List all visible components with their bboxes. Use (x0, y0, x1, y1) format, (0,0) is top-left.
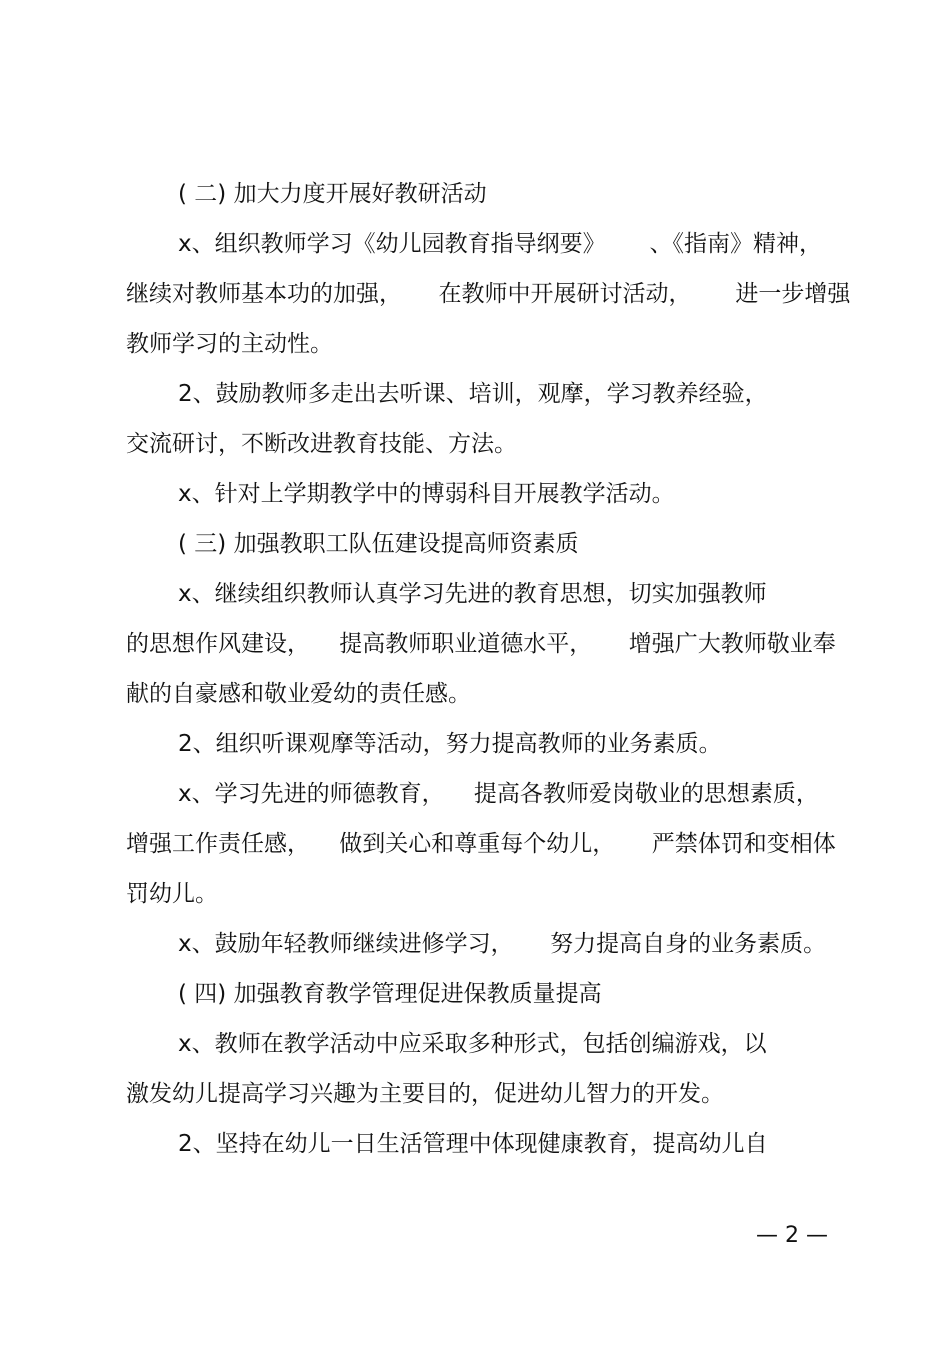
paragraph-line: x、针对上学期教学中的博弱科目开展教学活动。 (178, 481, 675, 507)
paragraph-line: 教师学习的主动性。 (126, 331, 333, 357)
paragraph-line: x、鼓励年轻教师继续进修学习， 努力提高自身的业务素质。 (178, 931, 827, 957)
section-heading-4: ( 四) 加强教育教学管理促进保教质量提高 (178, 981, 602, 1007)
paragraph-line: x、组织教师学习《幼儿园教育指导纲要》 、《指南》精神， (178, 231, 822, 257)
paragraph-line: x、教师在教学活动中应采取多种形式，包括创编游戏，以 (178, 1031, 767, 1057)
paragraph-line: 2、鼓励教师多走出去听课、培训，观摩，学习教养经验， (178, 381, 768, 407)
paragraph-line: 罚幼儿。 (126, 881, 218, 907)
paragraph-line: 献的自豪感和敬业爱幼的责任感。 (126, 681, 471, 707)
paragraph-line: x、学习先进的师德教育， 提高各教师爱岗敬业的思想素质， (178, 781, 819, 807)
section-heading-3: ( 三) 加强教职工队伍建设提高师资素质 (178, 531, 579, 557)
paragraph-line: 激发幼儿提高学习兴趣为主要目的，促进幼儿智力的开发。 (126, 1081, 724, 1107)
page-number: — 2 — (756, 1223, 828, 1248)
section-heading-2: ( 二) 加大力度开展好教研活动 (178, 181, 487, 207)
paragraph-line: 增强工作责任感， 做到关心和尊重每个幼儿， 严禁体罚和变相体 (126, 831, 836, 857)
paragraph-line: 2、坚持在幼儿一日生活管理中体现健康教育，提高幼儿自 (178, 1131, 768, 1157)
paragraph-line: x、继续组织教师认真学习先进的教育思想，切实加强教师 (178, 581, 767, 607)
paragraph-line: 继续对教师基本功的加强， 在教师中开展研讨活动， 进一步增强 (126, 281, 851, 307)
paragraph-line: 交流研讨，不断改进教育技能、方法。 (126, 431, 517, 457)
paragraph-line: 2、组织听课观摩等活动，努力提高教师的业务素质。 (178, 731, 722, 757)
paragraph-line: 的思想作风建设， 提高教师职业道德水平， 增强广大教师敬业奉 (126, 631, 836, 657)
